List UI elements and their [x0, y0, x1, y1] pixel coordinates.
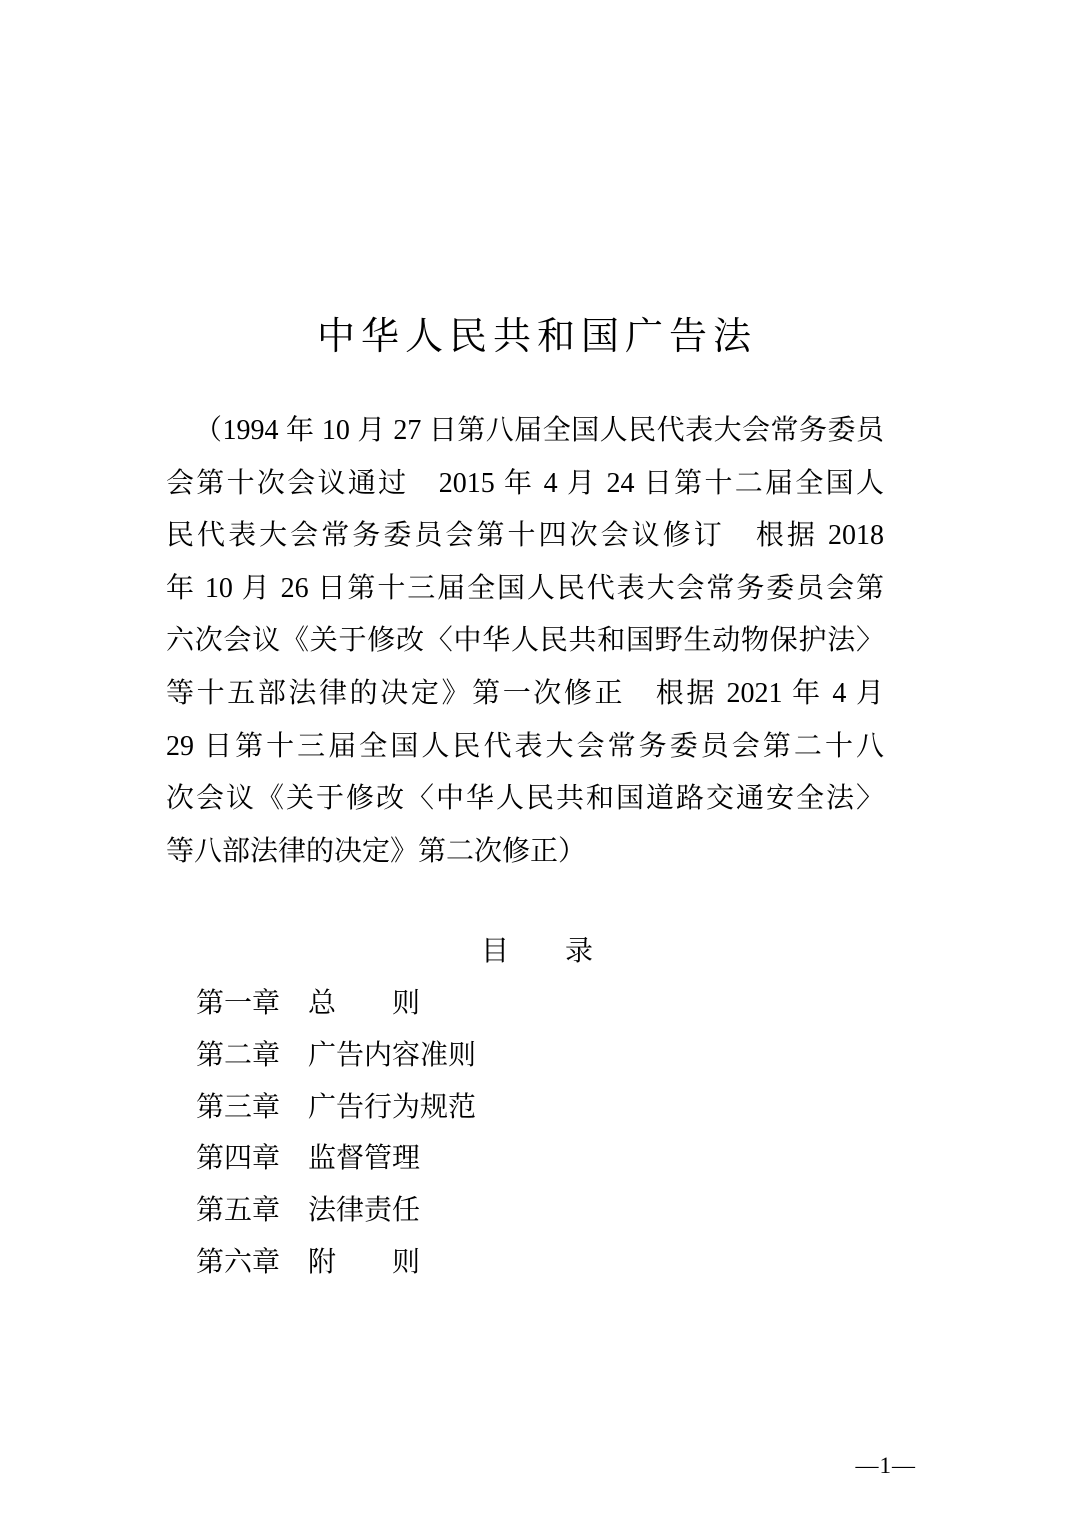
toc-item: 第五章 法律责任	[196, 1195, 421, 1227]
document-title: 中华人民共和国广告法	[316, 316, 757, 359]
page-number: —1—	[855, 1453, 916, 1478]
preamble-line: 民代表大会常务委员会第十四次会议修订 根据 2018	[166, 520, 884, 552]
toc-list	[166, 978, 884, 1289]
toc-item: 第二章 广告内容准则	[196, 1039, 477, 1071]
toc-item: 第四章 监督管理	[196, 1143, 421, 1175]
toc-item: 第三章 广告行为规范	[196, 1091, 477, 1123]
toc-heading: 目 录	[480, 936, 593, 967]
preamble-line: 次会议《关于修改〈中华人民共和国道路交通安全法〉	[166, 783, 884, 815]
preamble-line: （1994 年 10 月 27 日第八届全国人民代表大会常务委员	[194, 415, 884, 446]
preamble-paragraph	[166, 405, 884, 878]
toc-item: 第六章 附 则	[196, 1246, 421, 1278]
preamble-line: 年 10 月 26 日第十三届全国人民代表大会常务委员会第	[166, 572, 884, 604]
preamble-line: 等八部法律的决定》第二次修正）	[166, 835, 587, 867]
preamble-line: 会第十次会议通过 2015 年 4 月 24 日第十二届全国人	[166, 467, 884, 499]
preamble-line: 六次会议《关于修改〈中华人民共和国野生动物保护法〉	[166, 625, 884, 657]
toc-item: 第一章 总 则	[196, 988, 421, 1019]
preamble-line: 29 日第十三届全国人民代表大会常务委员会第二十八	[166, 730, 884, 762]
preamble-line: 等十五部法律的决定》第一次修正 根据 2021 年 4 月	[166, 677, 884, 709]
